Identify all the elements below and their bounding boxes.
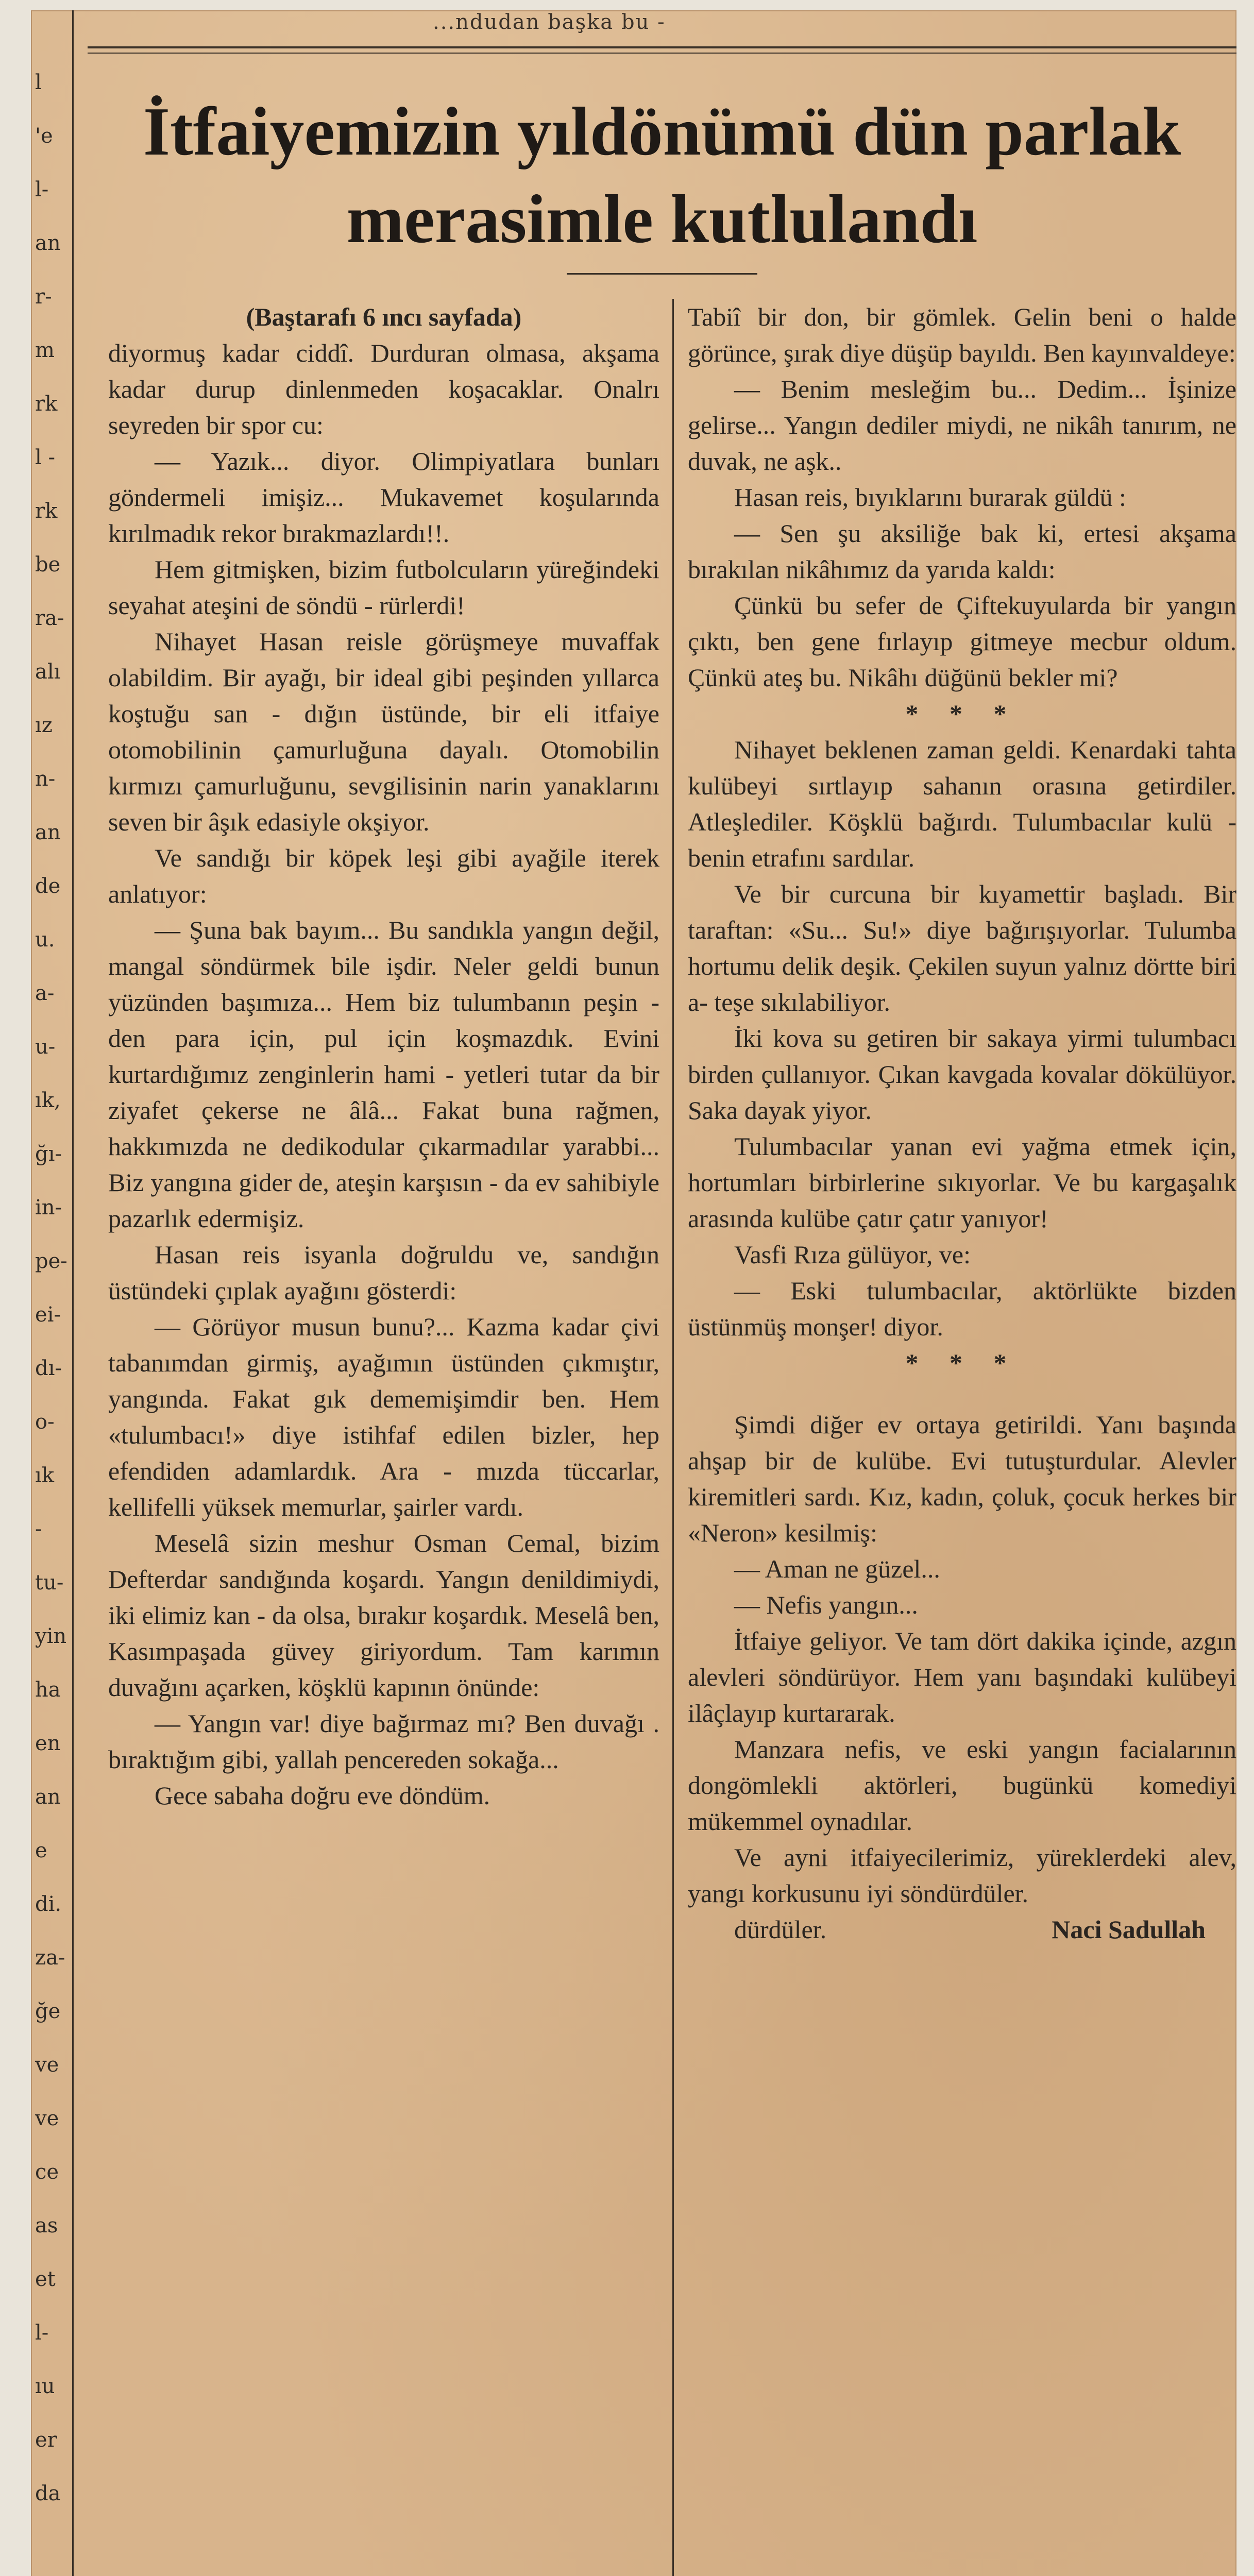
paragraph: Ve ayni itfaiyecilerimiz, yüreklerdeki alev, yangı korkusunu iyi söndürdüler.	[688, 1843, 1236, 1908]
section-gap	[688, 1381, 1236, 1406]
headline-line-1: İtfaiyemizin yıldönümü dün parlak	[143, 93, 1181, 170]
fragment-text: as	[35, 2214, 58, 2238]
paragraph: Tabiî bir don, bir gömlek. Gelin beni o halde görünce, şırak diye düşüp bayıldı. Ben kayınvaldeye:	[688, 302, 1236, 367]
continuation-note: (Baştarafı 6 ıncı sayfada)	[246, 302, 522, 331]
fragment-text: m	[35, 338, 55, 362]
paragraph: İki kova su getiren bir sakaya yirmi tulumbacı birden çullanıyor. Çıkan kavgada kovalar dökülüyor. Saka dayak yiyor.	[688, 1024, 1236, 1125]
fragment-text: e	[35, 1839, 47, 1862]
paragraph: Hasan reis, bıyıklarını burarak güldü :	[734, 483, 1126, 512]
fragment-text: ız	[35, 714, 53, 737]
paragraph: diyormuş kadar ciddî. Durduran olmasa, akşama kadar durup dinlenmeden koşacaklar. Onalrı seyreden bir spor cu:	[108, 338, 659, 439]
fragment-text: di.	[35, 1892, 62, 1916]
fragment-text: o-	[35, 1410, 55, 1434]
fragment-text: ce	[35, 2160, 59, 2184]
fragment-text: dı-	[35, 1357, 62, 1380]
fragment-text: a-	[35, 981, 55, 1005]
fragment-text: za-	[35, 1946, 65, 1970]
paragraph: Manzara nefis, ve eski yangın facialarının dongömlekli aktörleri, bugünkü komediyi mükemmel oynadılar.	[688, 1735, 1236, 1836]
fragment-text: ei-	[35, 1303, 61, 1327]
fragment-text: ra-	[35, 606, 64, 630]
fragment-text: 'e	[35, 124, 53, 148]
headline-line-2: merasimle kutlulandı	[346, 181, 978, 257]
paragraph: — Eski tulumbacılar, aktörlükte bizden üstünmüş monşer! diyor.	[688, 1276, 1236, 1341]
paragraph: — Yangın var! diye bağırmaz mı? Ben duvağı . bıraktığım gibi, yallah pencereden sokağa...	[108, 1709, 659, 1774]
fragment-text: de	[35, 874, 61, 898]
fragment-text: ğı-	[35, 1142, 62, 1166]
headline-rule	[567, 273, 757, 275]
fragment-text: l-	[35, 178, 49, 201]
paragraph: Hasan reis isyanla doğruldu ve, sandığın üstündeki çıplak ayağını gösterdi:	[108, 1240, 659, 1305]
closing-word: dürdüler.	[734, 1915, 827, 1944]
fragment-text: ıu	[35, 2375, 55, 2398]
fragment-text: be	[35, 553, 61, 577]
fragment-text: u.	[35, 928, 55, 952]
newspaper-clipping	[31, 10, 1236, 2576]
fragment-text: ve	[35, 2053, 59, 2077]
fragment-text: l	[35, 71, 42, 94]
paragraph: Nihayet beklenen zaman geldi. Kenardaki tahta kulübeyi sırtlayıp sahanın orasına getirdiler. Atleşlediler. Köşklü bağırdı. Tulumbacılar kulü - benin etrafını sardılar.	[688, 735, 1236, 872]
fragment-text: in-	[35, 1196, 62, 1219]
paragraph: İtfaiye geliyor. Ve tam dört dakika içinde, azgın alevleri söndürüyor. Hem yanı başındaki kulübeyi ilâçlayıp kurtararak.	[688, 1626, 1236, 1727]
right-paragraphs-part1	[688, 299, 1236, 696]
paragraph: Şimdi diğer ev ortaya getirildi. Yanı başında ahşap bir de kulübe. Evi tutuşturdular. Alevler kiremitleri sardı. Kız, kadın, çoluk, çocuk herkes bir «Neron» kesilmiş:	[688, 1410, 1236, 1547]
fragment-text: l -	[35, 446, 56, 469]
fragment-text: yin	[35, 1624, 67, 1648]
paragraph: Vasfi Rıza gülüyor, ve:	[734, 1240, 971, 1269]
fragment-text: er	[35, 2428, 57, 2452]
author-name: Naci Sadullah	[1052, 1915, 1206, 1944]
fragment-text: en	[35, 1732, 61, 1755]
fragment-text: an	[35, 821, 61, 844]
paragraph: Hem gitmişken, bizim futbolcuların yüreğindeki seyahat ateşini de söndü - rürlerdi!	[108, 555, 659, 620]
paragraph: — Sen şu aksiliğe bak ki, ertesi akşama bırakılan nikâhımız da yarıda kaldı:	[688, 519, 1236, 584]
fragment-text: an	[35, 1785, 61, 1809]
fragment-text: l-	[35, 2321, 49, 2345]
fragment-text: pe-	[35, 1249, 67, 1273]
paragraph: — Nefis yangın...	[734, 1590, 918, 1619]
section-separator: * * *	[905, 699, 1019, 728]
right-paragraphs-part3	[688, 1406, 1236, 1911]
fragment-text: n-	[35, 767, 56, 791]
fragment-text: ık	[35, 1464, 55, 1487]
fragment-text: et	[35, 2267, 56, 2291]
paragraph: — Görüyor musun bunu?... Kazma kadar çivi tabanımdan girmiş, ayağımın üstünden çıkmıştır, yangında. Fakat gık dememişimdir ben. Hem «tulumbacı!» diye istihfaf edilen bizler, hep efendiden adamlardık. Ara - mızda tüccarlar, kellifelli yüksek memurlar, şairler vardı.	[108, 1312, 659, 1521]
neighbouring-column-fragment	[31, 10, 74, 2576]
paragraph: Meselâ sizin meshur Osman Cemal, bizim Defterdar sandığında koşardı. Yangın denildimiydi, iki elimiz kan - da olsa, bırakır koşardık. Meselâ ben, Kasımpaşada güvey giriyordum. Tam karımın duvağını açarken, köşklü kapının önünde:	[108, 1529, 659, 1702]
fragment-text: rk	[35, 392, 58, 416]
paragraph: Ve bir curcuna bir kıyamettir başladı. Bir taraftan: «Su... Su!» diye bağırışıyorlar. Tulumba hortumu delik deşik. Çekilen suyun yalnız dörtte biri a- teşe sıkılabiliyor.	[688, 879, 1236, 1016]
fragment-text: rk	[35, 499, 58, 523]
fragment-text: alı	[35, 660, 61, 684]
paragraph: — Şuna bak bayım... Bu sandıkla yangın değil, mangal söndürmek bile işdir. Neler geldi bunun yüzünden başımıza... Hem biz tulumbanın peşin - den para için, pul için koşmazdık. Evini kurtardığımız zenginlerin hami - yetleri tutar da bir ziyafet çekerse ne âlâ... Fakat buna rağmen, hakkımızda ne dedikodular çıkarmadılar yarabbi... Biz yangına gider de, ateşin karşısın - da ev sahibiyle pazarlık edermişiz.	[108, 916, 659, 1233]
fragment-text: an	[35, 231, 61, 255]
fragment-text: ha	[35, 1678, 61, 1702]
left-paragraphs	[108, 335, 659, 1814]
column-divider	[672, 299, 674, 2576]
paragraph: Nihayet Hasan reisle görüşmeye muvaffak olabildim. Bir ayağı, bir ideal gibi peşinden yıllarca koştuğu san - dığın üstünde, bir eli itfaiye otomobilinin çamurluğuna dayalı. Otomobilin kırmızı çamurluğunu, sevgilisinin narin yanaklarını seven bir âşık edasiyle okşiyor.	[108, 627, 659, 836]
paragraph: — Aman ne güzel...	[734, 1554, 940, 1583]
headline	[88, 88, 1236, 263]
article-right-column	[688, 299, 1236, 1947]
paragraph: Gece sabaha doğru eve döndüm.	[155, 1781, 490, 1810]
fragment-text: u-	[35, 1035, 56, 1059]
right-paragraphs-part2	[688, 732, 1236, 1345]
fragment-text: r-	[35, 285, 52, 309]
paragraph: Tulumbacılar yanan evi yağma etmek için, hortumları birbirlerine sıkıyorlar. Ve bu kargaşalık arasında kulübe çatır çatır yanıyor!	[688, 1132, 1236, 1233]
paragraph: — Benim mesleğim bu... Dedim... İşinize gelirse... Yangın dediler miydi, ne nikâh tanırım, ne duvak, ne aşk..	[688, 375, 1236, 476]
fragment-text: ık,	[35, 1089, 61, 1112]
article-left-column	[108, 299, 659, 1814]
top-rule-thin	[88, 53, 1236, 54]
cut-top-fragment: ...ndudan başka bu -	[433, 10, 666, 34]
paragraph: Çünkü bu sefer de Çiftekuyularda bir yangın çıktı, ben gene fırlayıp gitmeye mecbur oldum. Çünkü ateş bu. Nikâhı düğünü bekler mi?	[688, 591, 1236, 692]
byline	[688, 1911, 1236, 1947]
paragraph: Ve sandığı bir köpek leşi gibi ayağile iterek anlatıyor:	[108, 843, 659, 908]
top-rule	[88, 46, 1236, 48]
fragment-text: ve	[35, 2107, 59, 2130]
fragment-text: tu-	[35, 1571, 64, 1595]
fragment-text: ğe	[35, 1999, 61, 2023]
paragraph: — Yazık... diyor. Olimpiyatlara bunları göndermeli imişiz... Mukavemet koşularında kırılmadık rekor bırakmazlardı!!.	[108, 447, 659, 548]
fragment-text: da	[35, 2482, 61, 2505]
section-separator: * * *	[905, 1348, 1019, 1377]
fragment-text: -	[35, 1517, 42, 1541]
